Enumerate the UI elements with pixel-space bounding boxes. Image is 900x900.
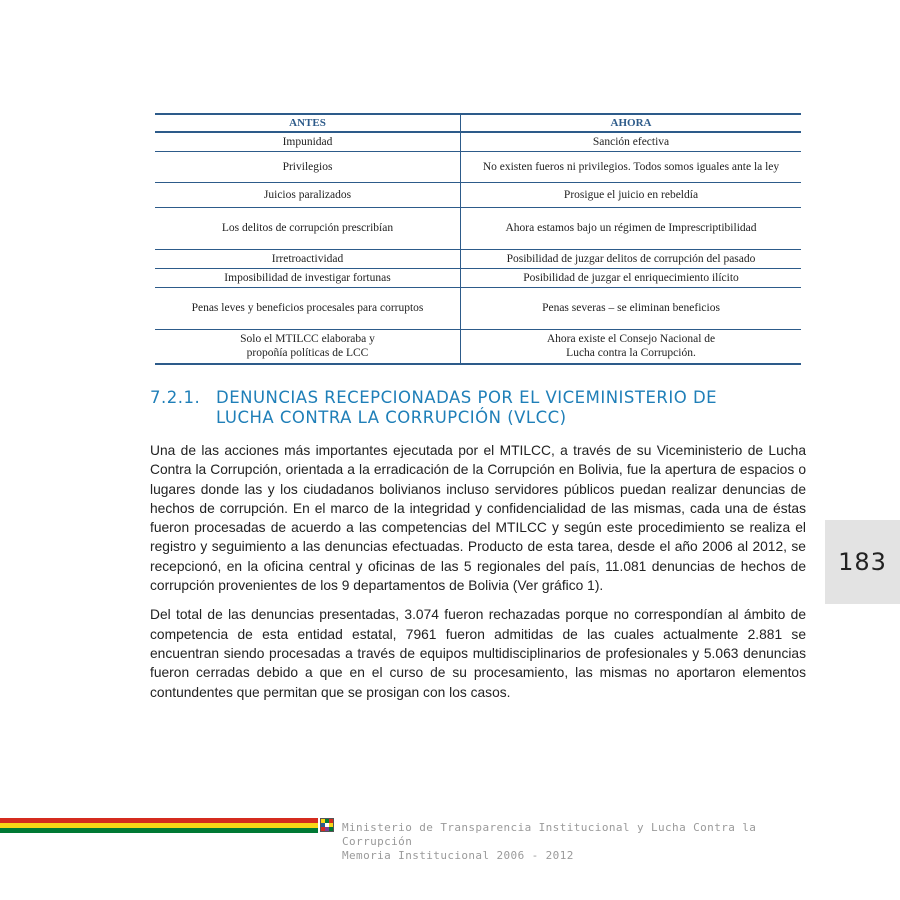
table-row (155, 287, 801, 329)
cell-antes: Los delitos de corrupción prescribían (155, 207, 461, 249)
cell-ahora: Sanción efectiva (592, 135, 670, 148)
cell-ahora: Penas severas – se eliminan beneficios (461, 287, 802, 329)
cell-antes: Juicios paralizados (155, 182, 461, 207)
footer-text (342, 821, 812, 863)
cell-antes: Irretroactividad (155, 249, 461, 268)
flag-stripes (0, 818, 318, 833)
footer-ministry: Ministerio de Transparencia Institucional y Lucha Contra la Corrupción (342, 821, 757, 848)
paragraph: Una de las acciones más importantes ejecutada por el MTILCC, a través de su Viceministerio de Lucha Contra la Corrupción, orientada a la erradicación de la Corrupción en Bolivia, fue la apertura de espacios o lugares donde las y los ciudadanos bolivianos incluso servidores públicos puedan realizar denuncias de hechos de corrupción. En el marco de la integridad y confidencialidad de las mismas, cada una de éstas fueron procesadas de acuerdo a las competencias del MTILCC y según este procedimiento se realiza el registro y seguimiento a las denuncias efectuadas. Producto de esta tarea, desde el año 2006 al 2012, se recepcionó, en la oficina central y oficinas de las 5 regionales del país, 11.081 denuncias de hechos de corrupción provenientes de los 9 departamentos de Bolivia (Ver gráfico 1). (150, 443, 806, 594)
table-row (155, 329, 801, 364)
table-row (155, 249, 801, 268)
page-number: 183 (838, 548, 887, 576)
section-number: 7.2.1. (150, 388, 201, 407)
header-antes: ANTES (155, 114, 461, 132)
footer-memoria: Memoria Institucional 2006 - 2012 (342, 849, 574, 862)
cell-ahora: Ahora existe el Consejo Nacional de Lucha contra la Corrupción. (461, 329, 802, 364)
table-row (155, 207, 801, 249)
cell-ahora: Prosigue el juicio en rebeldía (461, 182, 802, 207)
cell-antes: Solo el MTILCC elaboraba y propoñía políticas de LCC (155, 329, 461, 364)
table-header-row (155, 114, 801, 132)
table-row (155, 132, 801, 151)
page-number-tab (825, 520, 900, 604)
cell-ahora: Posibilidad de juzgar el enriquecimiento ilícito (461, 268, 802, 287)
header-ahora: AHORA (461, 114, 802, 132)
cell-antes: Privilegios (155, 151, 461, 182)
flag-stripe-green (0, 828, 318, 833)
paragraph: Del total de las denuncias presentadas, 3.074 fueron rechazadas porque no correspondían al ámbito de competencia de esta entidad estatal, 7961 fueron admitidas de las cuales actualmente 2.881 se encuentran siendo procesadas a través de equipos multidisciplinarios de profesionales y 5.063 denuncias fueron cerradas debido a que en el curso de su procesamiento, las mismas no aportaron elementos contundentes que permitan que se prosigan con los casos. (150, 607, 806, 700)
table-row (155, 151, 801, 182)
section-title: DENUNCIAS RECEPCIONADAS POR EL VICEMINISTERIO DE LUCHA CONTRA LA CORRUPCIÓN (VLCC) (216, 388, 718, 427)
table-row (155, 182, 801, 207)
wiphala-emblem-icon (320, 818, 334, 832)
comparison-table (155, 113, 801, 365)
cell-antes: Penas leves y beneficios procesales para corruptos (155, 287, 461, 329)
cell-ahora: Posibilidad de juzgar delitos de corrupción del pasado (461, 249, 802, 268)
body-text (150, 441, 806, 712)
cell-ahora: No existen fueros ni privilegios. Todos somos iguales ante la ley (461, 151, 802, 182)
cell-antes: Imposibilidad de investigar fortunas (155, 268, 461, 287)
table-row (155, 268, 801, 287)
cell-ahora: Ahora estamos bajo un régimen de Imprescriptibilidad (461, 207, 802, 249)
cell-antes: Impunidad (155, 132, 461, 151)
table-body (155, 132, 801, 364)
